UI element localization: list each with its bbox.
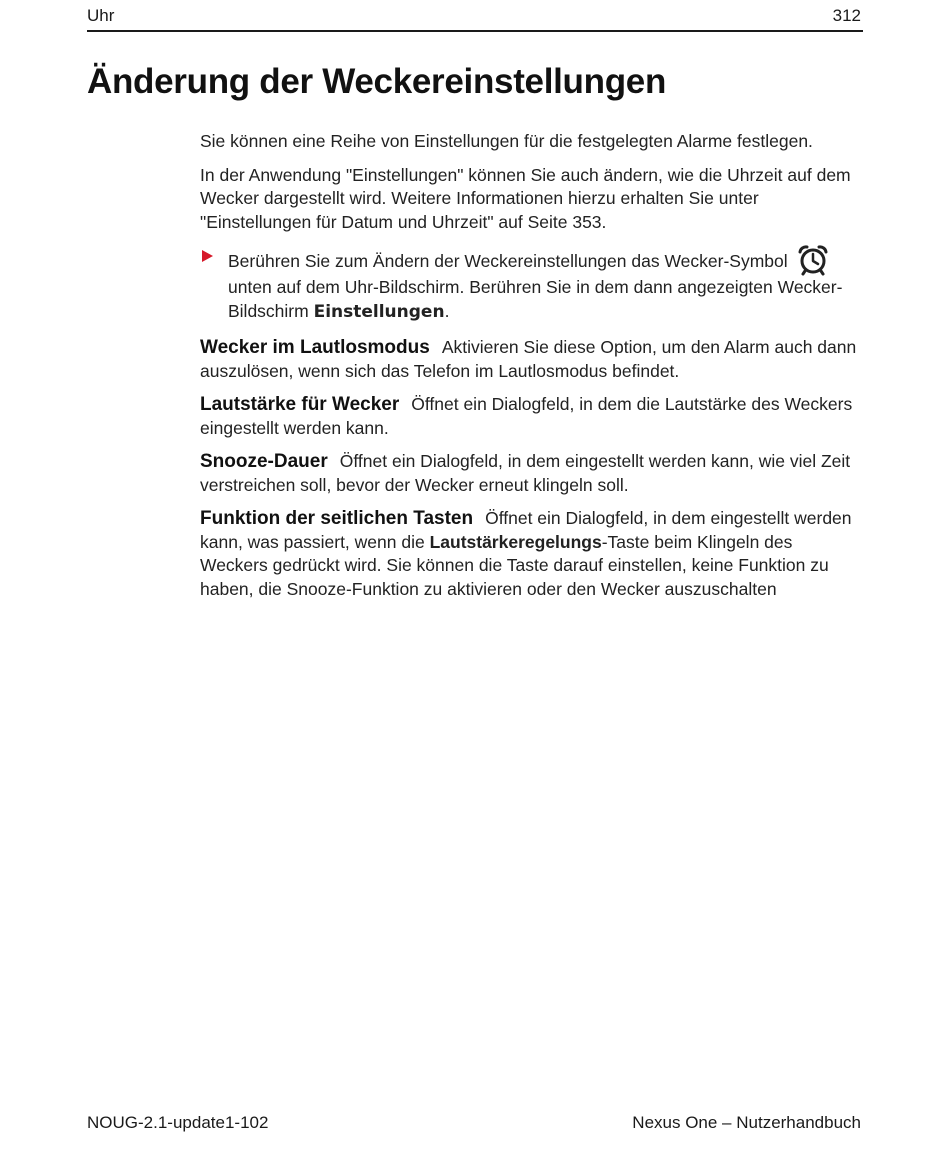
intro-paragraph-1: Sie können eine Reihe von Einstellungen für die festgelegten Alarme festlegen. — [200, 131, 813, 151]
instruction-step — [200, 244, 862, 324]
setting-snooze-duration — [200, 450, 862, 497]
intro-paragraph-2: In der Anwendung "Einstellungen" können Sie auch ändern, wie die Uhrzeit auf dem Wecker dargestellt wird. Weitere Informationen hierzu erhalten Sie unter "Einstellungen für Datum und Uhrzeit" auf Seite 353. — [200, 164, 851, 232]
page-header — [87, 4, 863, 32]
setting-term: Wecker im Lautlosmodus — [200, 337, 430, 358]
setting-description-after: -Taste beim Klingeln des Weckers gedrückt wird. Sie können die Taste darauf einstellen, keine Funktion zu haben, die Snooze-Funktion zu aktivieren oder den Wecker auszuschalten — [200, 531, 829, 599]
instruction-text-end: . — [444, 300, 450, 321]
volume-control-label: Lautstärkeregelungs — [429, 531, 602, 552]
setting-description: Aktivieren Sie diese Option, um den Alarm auch dann auszulösen, wenn sich das Telefon im Lautlosmodus befindet. — [200, 337, 857, 381]
setting-side-buttons — [200, 507, 862, 601]
instruction-text-after-icon: unten auf dem Uhr-Bildschirm. Berühren Sie in dem dann angezeigten Wecker-Bildschirm — [228, 277, 843, 321]
page-title: Änderung der Weckereinstellungen — [87, 62, 667, 101]
setting-description-before: Öffnet ein Dialogfeld, in dem eingestellt werden kann, was passiert, wenn die — [200, 508, 852, 552]
setting-term: Lautstärke für Wecker — [200, 394, 400, 415]
footer-doc-title: Nexus One – Nutzerhandbuch — [632, 1113, 861, 1132]
setting-term: Funktion der seitlichen Tasten — [200, 508, 474, 529]
footer-doc-id: NOUG-2.1-update1-102 — [87, 1113, 269, 1132]
header-section-title: Uhr — [87, 6, 115, 25]
header-page-number: 312 — [832, 6, 861, 25]
instruction-text-before-icon: Berühren Sie zum Ändern der Weckereinstellungen das Wecker-Symbol — [228, 251, 788, 271]
setting-description: Öffnet ein Dialogfeld, in dem die Lautstärke des Weckers eingestellt werden kann. — [200, 394, 853, 438]
main-content — [200, 130, 862, 611]
setting-term: Snooze-Dauer — [200, 451, 328, 472]
setting-description: Öffnet ein Dialogfeld, in dem eingestellt werden kann, wie viel Zeit verstreichen soll, bevor der Wecker erneut klingeln soll. — [200, 451, 851, 495]
settings-ui-label: Einstellungen — [313, 301, 445, 322]
setting-alarm-volume — [200, 393, 862, 440]
setting-silent-mode — [200, 336, 862, 383]
alarm-clock-icon — [797, 244, 829, 276]
bullet-arrow-icon — [202, 250, 213, 262]
